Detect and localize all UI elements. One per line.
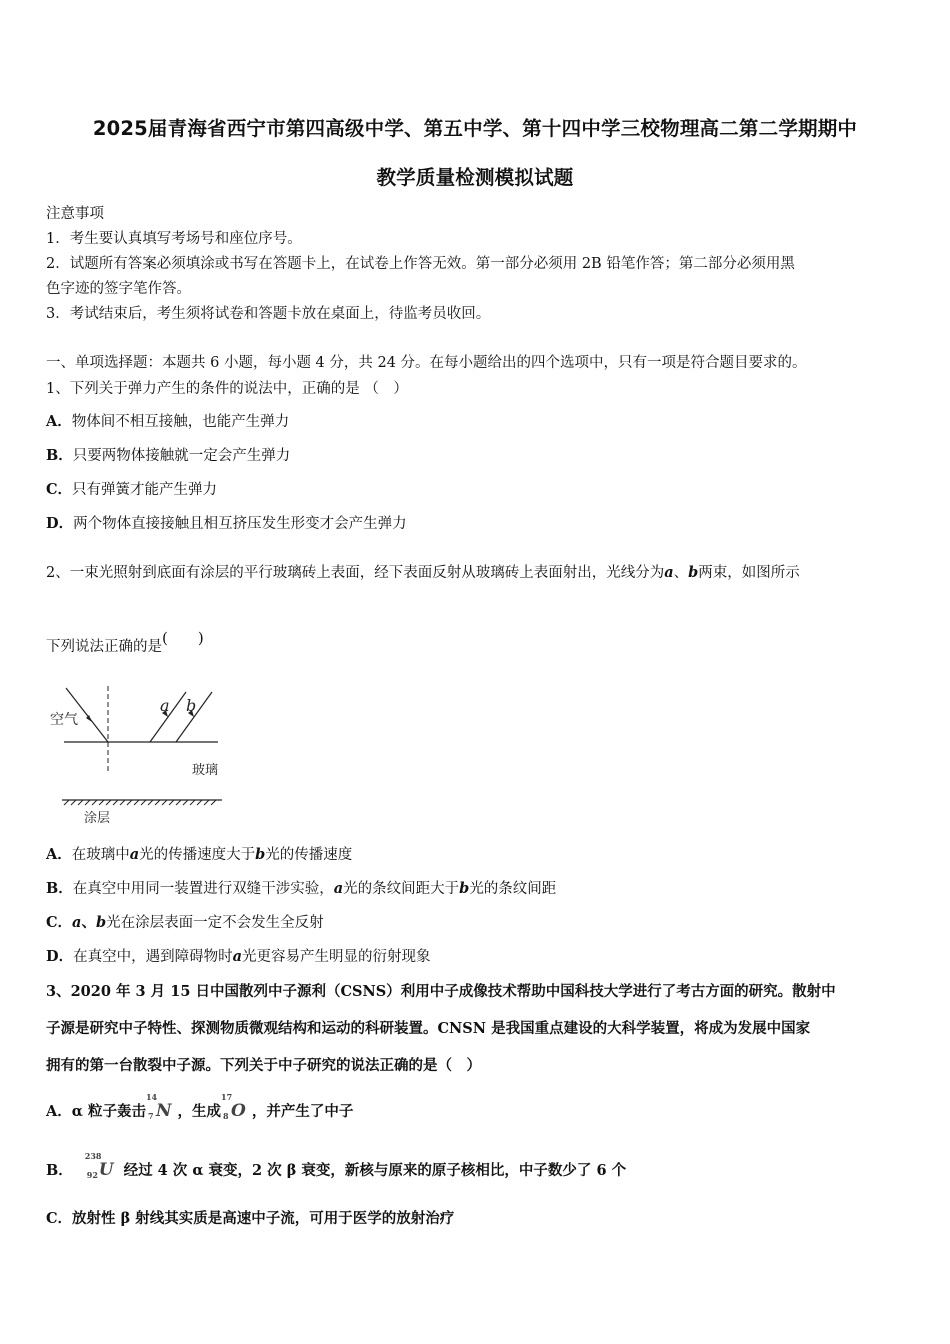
option-text: 光在涂层表面一定不会发生全反射 (106, 915, 324, 931)
option-text: 物体间不相互接触，也能产生弹力 (71, 414, 290, 430)
q1-option-b (46, 444, 290, 465)
option-text: 光的传播速度 (265, 847, 353, 863)
notice-item: 2．试题所有答案必须填涂或书写在答题卡上，在试卷上作答无效。第一部分必须用 2B 铅笔作答；第二部分必须用黑 (46, 256, 795, 272)
atomic-number: 7 (147, 1111, 154, 1121)
option-letter: C． (46, 1210, 73, 1227)
question-3-stem: 3、2020 年 3 月 15 日中国散列中子源利（CSNS）利用中子成像技术帮助中国科技大学进行了考古方面的研究。散射中 (46, 983, 836, 1000)
option-text: 在真空中，遇到障碍物时 (73, 949, 233, 965)
label-ray-b: b (186, 696, 197, 715)
element-symbol: U (98, 1160, 114, 1180)
option-text: ，并产生了中子 (251, 1103, 354, 1120)
exam-title-line2: 教学质量检测模拟试题 (376, 166, 574, 189)
q2-option-d (46, 945, 430, 966)
q3-option-a (46, 1092, 354, 1121)
option-letter: D． (46, 948, 74, 965)
question-2-stem-line2 (46, 629, 204, 656)
mass-number: 17 (221, 1092, 233, 1102)
section-header: 一、单项选择题：本题共 6 小题，每小题 4 分，共 24 分。在每小题给出的四个选项中，只有一项是符合题目要求的。 (46, 355, 807, 371)
option-text: 经过 4 次 α 衰变，2 次 β 衰变，新核与原来的原子核相比，中子数少了 6 个 (123, 1162, 627, 1179)
label-ray-a: a (160, 696, 170, 715)
light-refraction-figure (46, 682, 236, 828)
question-2-stem (46, 561, 800, 582)
question-1-stem: 1、下列关于弹力产生的条件的说法中，正确的是 （ ） (46, 381, 408, 397)
q1-option-d (46, 512, 407, 533)
q2-option-c (46, 911, 324, 932)
q1-option-c (46, 478, 217, 499)
option-text: 两个物体直接接触且相互挤压发生形变才会产生弹力 (73, 516, 407, 532)
notice-item: 色字迹的签字笔作答。 (46, 281, 191, 297)
exam-title-line1: 2025届青海省西宁市第四高级中学、第五中学、第十四中学三校物理高二第二学期期中 (92, 117, 858, 140)
notice-heading: 注意事项 (46, 206, 104, 222)
element-symbol: O (231, 1101, 246, 1121)
option-text: α 粒子轰击 (71, 1103, 146, 1120)
option-letter: C． (46, 914, 73, 931)
option-letter: B． (46, 1162, 73, 1179)
label-glass: 玻璃 (192, 763, 219, 778)
q2-stem-text: 2、一束光照射到底面有涂层的平行玻璃砖上表面，经下表面反射从玻璃砖上表面射出，光线分为 (46, 565, 665, 581)
option-text: 在真空中用同一装置进行双缝干涉实验， (72, 881, 334, 897)
var-b: b (255, 846, 266, 863)
coating-hatch (64, 800, 216, 805)
option-text: ，生成 (177, 1103, 222, 1120)
option-text: 只有弹簧才能产生弹力 (72, 482, 218, 498)
nuclide-o17 (221, 1092, 246, 1121)
var-a: a (333, 880, 344, 897)
atomic-number: 8 (223, 1111, 229, 1121)
option-text: 在玻璃中 (71, 847, 130, 863)
option-text: 光的条纹间距 (469, 881, 557, 897)
option-letter: B． (46, 880, 73, 897)
option-text: 只要两物体接触就一定会产生弹力 (72, 448, 291, 464)
q2-stem-text: 两束，如图所示 (698, 565, 800, 581)
option-letter: C． (46, 481, 73, 498)
label-air: 空气 (50, 712, 78, 728)
q2-stem-text: 下列说法正确的是 (46, 639, 162, 655)
q3-option-c (46, 1207, 454, 1228)
notice-item: 3．考试结束后，考生须将试卷和答题卡放在桌面上，待监考员收回。 (46, 306, 491, 322)
var-a: a (664, 564, 674, 581)
q1-option-a (46, 410, 289, 431)
arrow-icon (86, 715, 92, 722)
option-letter: A． (46, 413, 72, 430)
var-b: b (459, 880, 470, 897)
answer-bracket: ( ) (162, 629, 204, 647)
q3-option-b (46, 1151, 627, 1180)
q2-option-b (46, 877, 556, 898)
option-text: 光的传播速度大于 (139, 847, 256, 863)
question-3-stem: 子源是研究中子特性、探测物质微观结构和运动的科研装置。CNSN 是我国重点建设的大科学装置，将成为发展中国家 (46, 1020, 811, 1037)
option-text: 光更容易产生明显的衍射现象 (241, 949, 431, 965)
var-b: b (95, 914, 107, 931)
q2-option-a (46, 843, 352, 864)
mass-number: 14 (145, 1092, 158, 1102)
var-a: a (129, 846, 140, 863)
var-a: a (232, 948, 242, 965)
label-coating: 涂层 (84, 811, 111, 826)
option-text: 放射性 β 射线其实质是高速中子流，可用于医学的放射治疗 (72, 1210, 455, 1227)
question-3-stem: 拥有的第一台散裂中子源。下列关于中子研究的说法正确的是（ ） (46, 1057, 481, 1074)
option-letter: A． (46, 846, 72, 863)
option-letter: A． (46, 1103, 72, 1120)
nuclide-n14 (145, 1092, 172, 1121)
option-letter: D． (46, 515, 74, 532)
mass-number: 238 (84, 1151, 102, 1161)
option-letter: B． (46, 447, 73, 464)
element-symbol: N (155, 1101, 172, 1121)
notice-item: 1．考生要认真填写考场号和座位序号。 (46, 231, 302, 247)
var-a: a (72, 914, 82, 931)
q2-stem-sep: 、 (673, 565, 689, 581)
var-b: b (688, 564, 699, 581)
option-text: 光的条纹间距大于 (343, 881, 460, 897)
option-text: 、 (81, 914, 96, 931)
atomic-number: 92 (86, 1170, 98, 1180)
nuclide-u238 (84, 1151, 114, 1180)
